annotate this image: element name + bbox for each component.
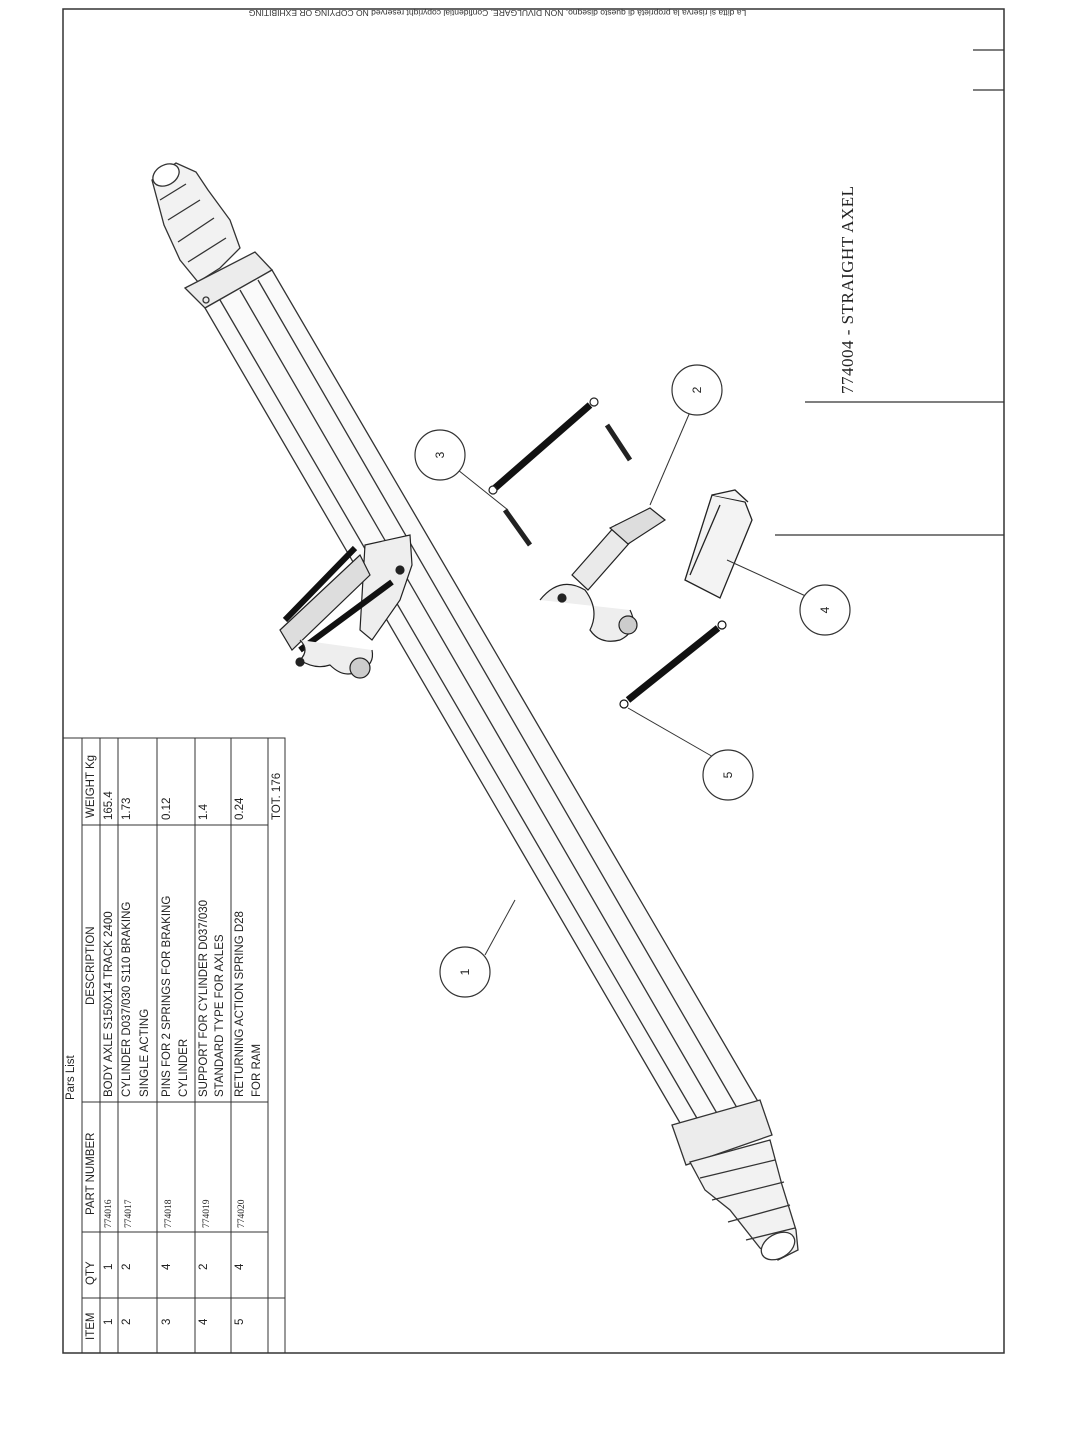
header-weight: WEIGHT Kg	[85, 754, 97, 818]
brake-cylinder	[540, 508, 665, 641]
cell-qty: 2	[198, 1263, 210, 1270]
cell-weight: 165.4	[103, 791, 115, 820]
cylinder-support	[685, 490, 752, 598]
cell-description-line2: SINGLE ACTING	[139, 1008, 151, 1097]
cell-qty: 1	[103, 1263, 115, 1270]
cell-item: 2	[121, 1318, 133, 1325]
cell-part-number: 774017	[124, 1199, 134, 1228]
cell-part-number: 774016	[104, 1199, 114, 1228]
balloon-label-5: 5	[721, 771, 735, 779]
cell-weight: 0.12	[161, 797, 173, 820]
cell-item: 1	[103, 1318, 115, 1325]
cell-qty: 4	[234, 1263, 246, 1270]
total-weight: TOT. 176	[271, 772, 283, 820]
balloon-label-4: 4	[818, 606, 832, 614]
header-item: ITEM	[85, 1312, 97, 1340]
cell-description-line1: PINS FOR 2 SPRINGS FOR BRAKING	[161, 895, 173, 1097]
cell-item: 3	[161, 1318, 173, 1325]
cell-description-line2: CYLINDER	[178, 1038, 190, 1097]
mounted-brake-assembly	[280, 535, 412, 678]
cell-part-number: 774020	[237, 1199, 247, 1228]
cell-weight: 1.73	[121, 797, 133, 820]
cell-description: BODY AXLE S150X14 TRACK 2400	[103, 911, 115, 1097]
return-spring	[620, 621, 726, 708]
balloon-label-3: 3	[433, 451, 447, 459]
cell-item: 4	[198, 1318, 210, 1325]
cell-qty: 2	[121, 1263, 133, 1270]
header-description: DESCRIPTION	[85, 926, 97, 1005]
header-part-number: PART NUMBER	[85, 1132, 97, 1215]
cell-description-line1: RETURNING ACTION SPRING D28	[234, 911, 246, 1097]
cell-qty: 4	[161, 1263, 173, 1270]
parts-list-caption: Pars List	[65, 1055, 77, 1100]
cell-description-line1: CYLINDER D037/030 S110 BRAKING	[121, 901, 133, 1097]
cell-item: 5	[234, 1318, 246, 1325]
body-axle	[149, 159, 800, 1265]
cell-part-number: 774019	[202, 1199, 212, 1228]
cell-description-line2: FOR RAM	[251, 1043, 263, 1097]
cell-part-number: 774018	[164, 1199, 174, 1228]
cell-description-line1: SUPPORT FOR CYLINDER D037/030	[198, 899, 210, 1097]
header-qty: QTY	[85, 1261, 97, 1285]
balloon-label-2: 2	[690, 386, 704, 394]
cell-weight: 0.24	[234, 797, 246, 820]
cell-weight: 1.4	[198, 804, 210, 820]
confidentiality-notice: La ditta si riserva la proprietà di questo disegno. NON DIVULGARE. Confidential copyright reserved NO COPYING OR EXHIBITING	[248, 8, 747, 18]
pins-and-spring	[489, 398, 630, 545]
drawing-title: 774004 - STRAIGHT AXEL	[838, 185, 857, 394]
balloon-label-1: 1	[458, 968, 472, 976]
cell-description-line2: STANDARD TYPE FOR AXLES	[214, 934, 226, 1097]
